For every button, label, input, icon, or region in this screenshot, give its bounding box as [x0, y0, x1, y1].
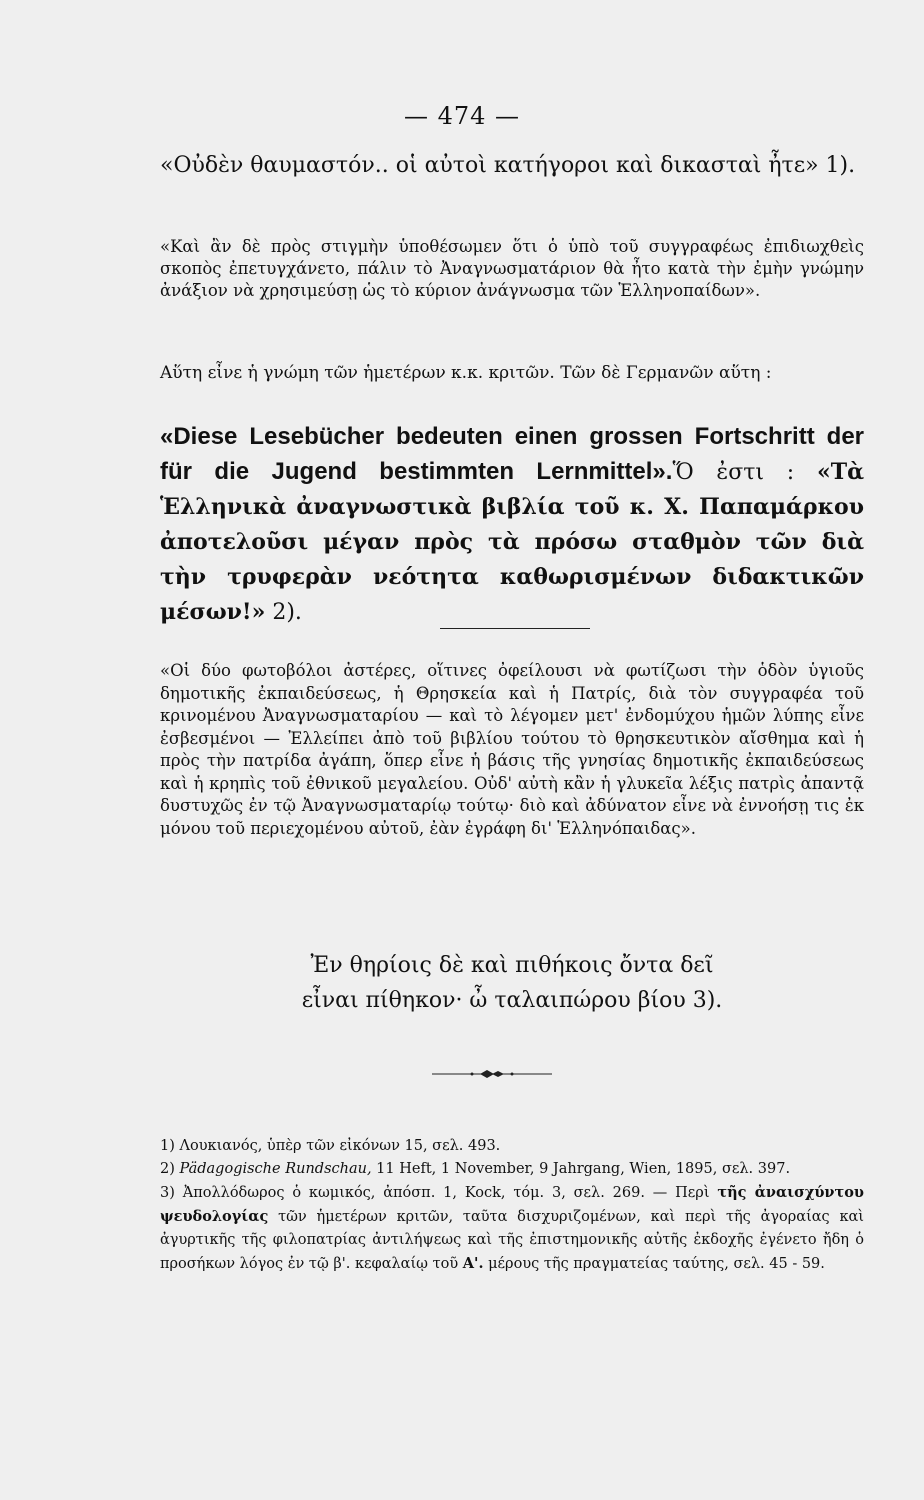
paragraph-opinion: Αὕτη εἶνε ἡ γνώμη τῶν ἡμετέρων κ.κ. κριτῶν. Τῶν δὲ Γερμανῶν αὕτη :: [160, 363, 772, 383]
footnote-1: 1) Λουκιανός, ὑπὲρ τῶν εἰκόνων 15, σελ. 493.: [160, 1138, 501, 1154]
verse-quote: [160, 948, 864, 1018]
paragraph-german-quote: [160, 420, 864, 630]
journal-title: Pädagogische Rundschau,: [179, 1161, 372, 1177]
footnote-ref-2: 2).: [265, 600, 302, 625]
ornament-divider: [432, 1068, 552, 1080]
translation-connector: Ὅ ἐστι :: [672, 460, 817, 485]
page-number: — 474 —: [403, 102, 521, 130]
greek-translation: «Τὰ Ἑλληνικὰ ἀναγνωστικὰ βιβλία τοῦ κ. Χ. Παπαμάρκου ἀποτελοῦσι μέγαν πρὸς τὰ πρόσω σταθμὸν τῶν διὰ τὴν τρυφερὰν νεότητα καθωρισμένων διδακτικῶν μέσων!»: [160, 459, 865, 625]
bold-phrase: τῆς ἀναισχύντου ψευδολογίας: [160, 1184, 864, 1225]
paragraph-quote-1: «Οὐδὲν θαυμαστόν.. οἱ αὐτοὶ κατήγοροι καὶ δικασταὶ ἦτε» 1).: [160, 153, 856, 178]
footnote-2: 2) Pädagogische Rundschau, 11 Heft, 1 November, 9 Jahrgang, Wien, 1895, σελ. 397.: [160, 1161, 791, 1177]
german-quote: «Diese Lesebücher bedeuten einen grossen Fortschritt der für die Jugend bestimmten Lernmittel».: [160, 423, 864, 485]
footnotes: [160, 1135, 864, 1276]
bold-chapter: Α'.: [462, 1255, 484, 1272]
verse-line-2: εἶναι πίθηκον· ὦ ταλαιπώρου βίου 3).: [301, 988, 723, 1013]
paragraph-critique: «Οἱ δύο φωτοβόλοι ἀστέρες, οἵτινες ὀφείλουσι νὰ φωτίζωσι τὴν ὁδὸν ὑγιοῦς δημοτικῆς ἐκπαιδεύσεως, ἡ Θρησκεία καὶ ἡ Πατρίς, διὰ τὸν συγγραφέα τοῦ κρινομένου Ἀναγνωσματαρίου — καὶ τὸ λέγομεν μετ' ἐνδομύχου ἡμῶν λύπης εἶνε ἐσβεσμένοι — Ἐλλείπει ἀπὸ τοῦ βιβλίου τούτου τὸ θρησκευτικὸν αἴσθημα καὶ ἡ πρὸς τὴν πατρίδα ἀγάπη, ὅπερ εἶνε ἡ βάσις τῆς γνησίας δημοτικῆς ἐκπαιδεύσεως καὶ ἡ κρηπὶς τοῦ ἐθνικοῦ μεγαλείου. Οὐδ' αὐτὴ κἂν ἡ γλυκεῖα λέξις πατρὶς ἀπαντᾷ δυστυχῶς ἐν τῷ Ἀναγνωσματαρίῳ τούτῳ· διὸ καὶ ἀδύνατον εἶνε νὰ ἐννοήσῃ τις ἐκ μόνου τοῦ περιεχομένου αὐτοῦ, ἐὰν ἐγράφη δι' Ἑλληνόπαιδας».: [160, 661, 864, 838]
footnote-3: 3) Ἀπολλόδωρος ὁ κωμικός, ἀπόσπ. 1, Kock, τόμ. 3, σελ. 269. — Περὶ τῆς ἀναισχύντου ψευδολογίας τῶν ἡμετέρων κριτῶν, ταῦτα δισχυριζομένων, καὶ περὶ τῆς ἀγοραίας καὶ ἀγυρτικῆς τῆς φιλοπατρίας ἀντιλήψεως καὶ τῆς ἐπιστημονικῆς αὐτῆς ἐκδοχῆς ἐγένετο ἤδη ὁ προσήκων λόγος ἐν τῷ β'. κεφαλαίῳ τοῦ Α'. μέρους τῆς πραγματείας ταύτης, σελ. 45 - 59.: [160, 1184, 864, 1272]
paragraph-quote-2: «Καὶ ἂν δὲ πρὸς στιγμὴν ὑποθέσωμεν ὅτι ὁ ὑπὸ τοῦ συγγραφέως ἐπιδιωχθεὶς σκοπὸς ἐπετυγχάνετο, πάλιν τὸ Ἀναγνωσματάριον θὰ ἦτο κατὰ τὴν ἐμὴν γνώμην ἀνάξιον νὰ χρησιμεύσῃ ὡς τὸ κύριον ἀνάγνωσμα τῶν Ἑλληνοπαίδων».: [160, 237, 864, 300]
verse-line-1: Ἐν θηρίοις δὲ καὶ πιθήκοις ὄντα δεῖ: [310, 953, 714, 978]
section-divider: [440, 628, 590, 629]
